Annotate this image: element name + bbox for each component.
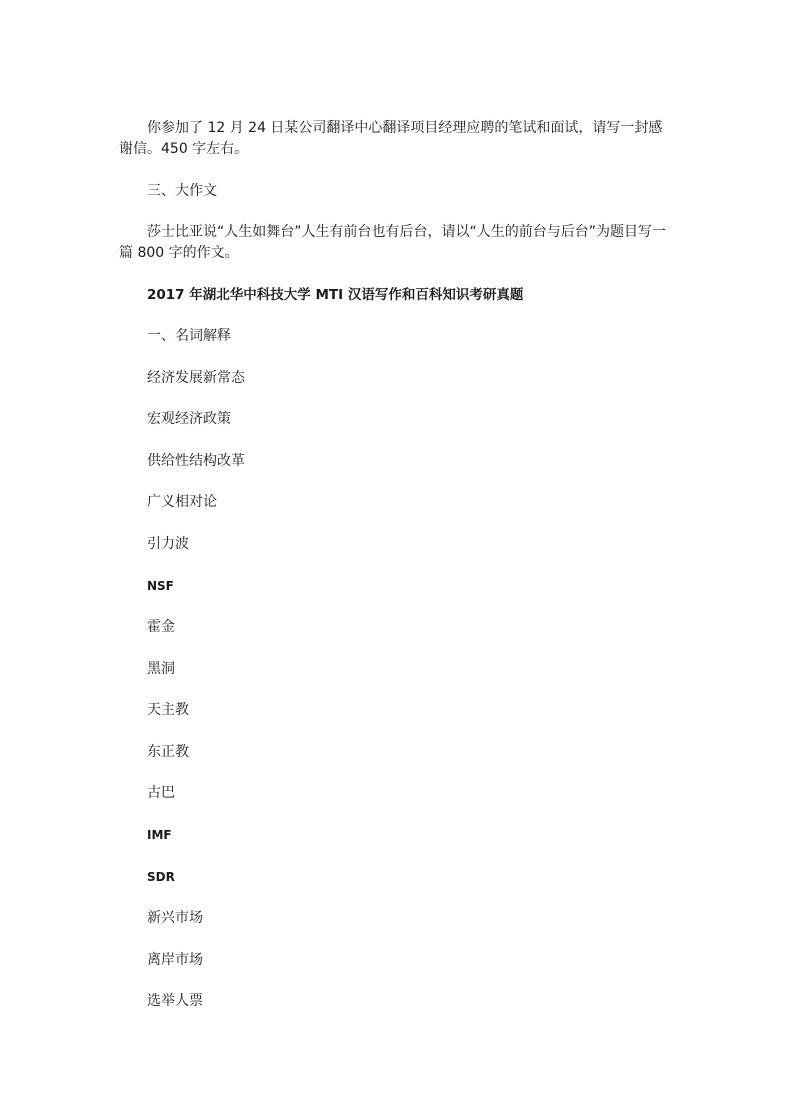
essay-prompt: 莎士比亚说“人生如舞台”人生有前台也有后台，请以“人生的前台与后台”为题目写一篇 800 字的作文。 [119, 224, 667, 261]
term-item: IMF [147, 828, 172, 842]
term-item: 离岸市场 [147, 952, 203, 968]
term-item: 古巴 [147, 785, 175, 801]
term-item: SDR [147, 870, 175, 884]
term-item: 宏观经济政策 [147, 411, 231, 427]
thank-you-letter-prompt: 你参加了 12 月 24 日某公司翻译中心翻译项目经理应聘的笔试和面试，请写一封感谢信。450 字左右。 [119, 120, 663, 157]
term-item: 霍金 [147, 619, 175, 635]
term-item: NSF [147, 579, 174, 593]
term-item: 供给性结构改革 [147, 453, 245, 469]
term-item: 引力波 [147, 536, 189, 552]
term-item: 经济发展新常态 [147, 370, 245, 386]
term-item: 天主教 [147, 702, 189, 718]
term-item: 新兴市场 [147, 910, 203, 926]
term-item: 广义相对论 [147, 494, 217, 510]
term-item: 选举人票 [147, 993, 203, 1009]
term-item: 黑洞 [147, 661, 175, 677]
section-3-heading: 三、大作文 [147, 183, 217, 199]
term-item: 东正教 [147, 744, 189, 760]
section-1-heading: 一、名词解释 [147, 328, 231, 344]
exam-title: 2017 年湖北华中科技大学 MTI 汉语写作和百科知识考研真题 [147, 287, 524, 303]
